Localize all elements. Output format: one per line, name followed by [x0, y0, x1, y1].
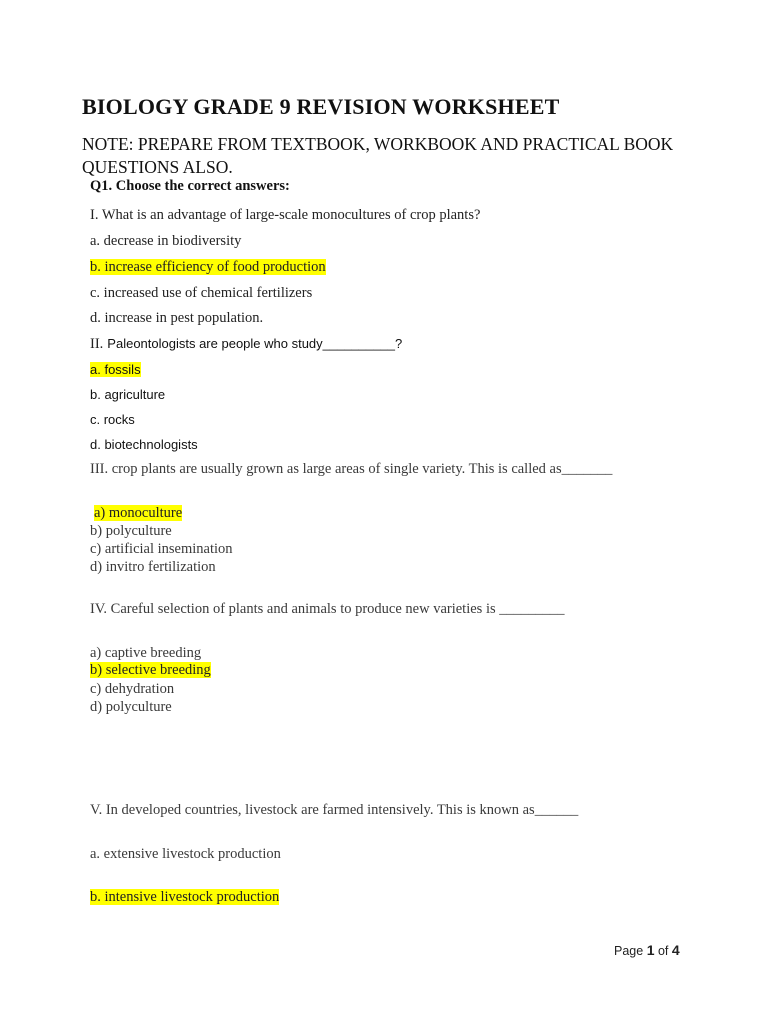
question-5-option-b: [90, 889, 279, 906]
question-1-option-c: c. increased use of chemical fertilizers: [90, 285, 313, 301]
answer-highlight: a. fossils: [90, 362, 141, 377]
question-4-text: IV. Careful selection of plants and animals to produce new varieties is _________: [90, 601, 565, 617]
answer-highlight: b) selective breeding: [90, 662, 211, 678]
total-pages: 4: [671, 942, 680, 958]
question-2-text: [90, 335, 402, 353]
question-3-option-a: [94, 505, 182, 522]
section-heading: Q1. Choose the correct answers:: [90, 178, 290, 194]
question-1-text: I. What is an advantage of large-scale monocultures of crop plants?: [90, 207, 481, 223]
worksheet-note: NOTE: PREPARE FROM TEXTBOOK, WORKBOOK AND PRACTICAL BOOK QUESTIONS ALSO.: [82, 134, 674, 177]
question-4-option-d: d) polyculture: [90, 699, 172, 715]
answer-highlight: b. intensive livestock production: [90, 889, 280, 905]
question-5-text: V. In developed countries, livestock are farmed intensively. This is known as______: [90, 802, 579, 818]
question-1-option-a: a. decrease in biodiversity: [90, 233, 242, 249]
current-page: 1: [646, 942, 655, 958]
question-2-number: II.: [90, 336, 104, 352]
answer-highlight: b. increase efficiency of food production: [90, 259, 326, 275]
question-3-option-b: b) polyculture: [90, 523, 172, 539]
question-2-option-a: [90, 362, 141, 377]
question-2-body: Paleontologists are people who study__________?: [107, 336, 403, 351]
page-label: Page: [614, 944, 644, 958]
question-2-option-d: d. biotechnologists: [90, 437, 198, 452]
question-1-option-d: d. increase in pest population.: [90, 310, 264, 326]
question-2-option-b: b. agriculture: [90, 387, 166, 402]
question-4-option-c: c) dehydration: [90, 681, 175, 697]
question-3-text: III. crop plants are usually grown as large areas of single variety. This is called as_______: [90, 461, 613, 477]
question-3-option-d: d) invitro fertilization: [90, 559, 216, 575]
question-1-option-b: [90, 259, 326, 276]
question-2-option-c: c. rocks: [90, 412, 135, 427]
question-5-option-a: a. extensive livestock production: [90, 846, 281, 862]
question-3-option-c: c) artificial insemination: [90, 541, 233, 557]
page-number: [614, 942, 680, 958]
question-4-option-b: [90, 662, 211, 679]
answer-highlight: a) monoculture: [94, 505, 183, 521]
of-label: of: [657, 944, 669, 958]
question-4-option-a: a) captive breeding: [90, 645, 202, 661]
worksheet-title: BIOLOGY GRADE 9 REVISION WORKSHEET: [82, 94, 560, 119]
